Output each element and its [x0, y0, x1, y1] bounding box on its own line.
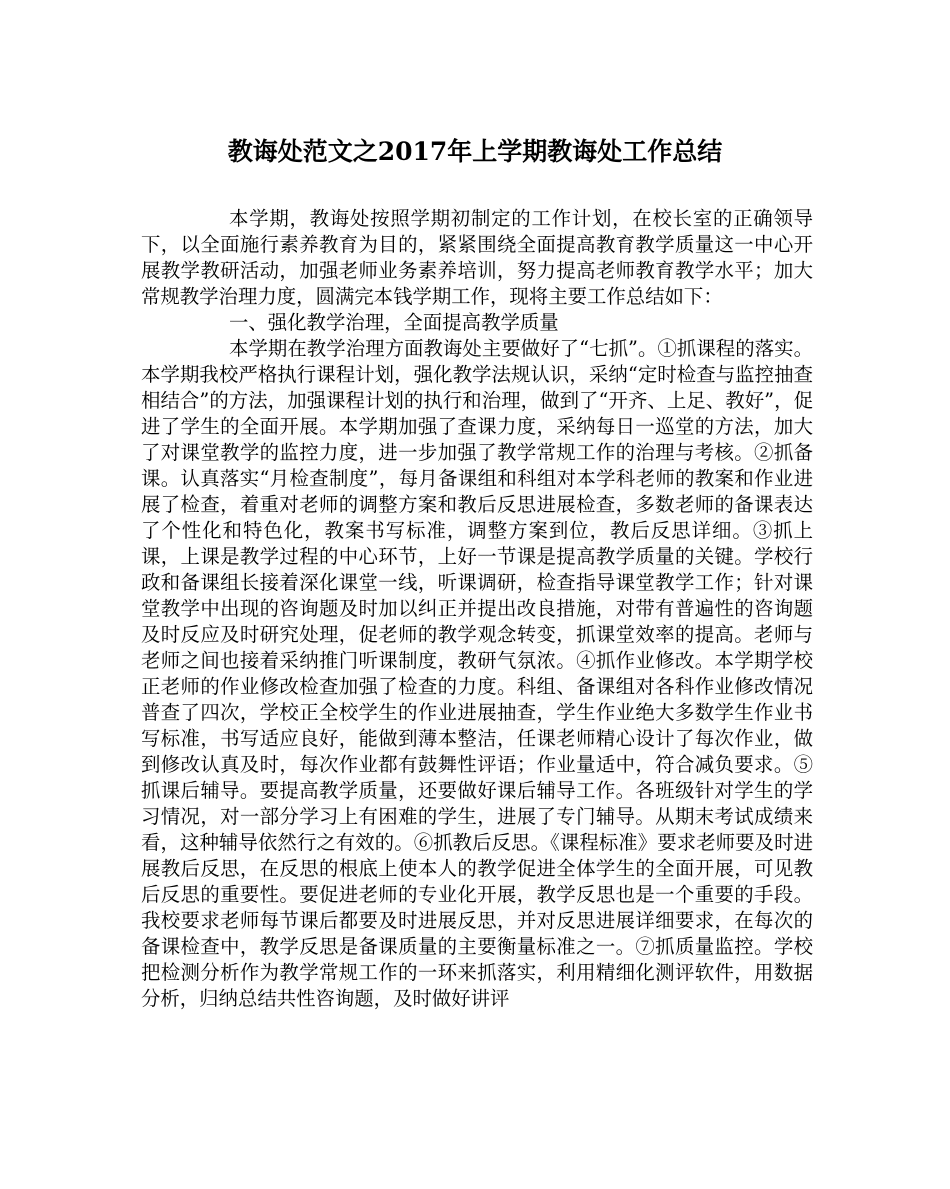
intro-paragraph: 本学期，教诲处按照学期初制定的工作计划，在校长室的正确领导下，以全面施行素养教育为目的，紧紧围绕全面提高教育教学质量这一中心开展教学教研活动，加强老师业务素养培训，努力提高老师教育教学水平；加大常规教学治理力度，圆满完本钱学期工作，现将主要工作总结如下： [141, 207, 813, 308]
document-body [141, 206, 813, 1012]
section-heading: 一、强化教学治理，全面提高教学质量 [229, 311, 559, 334]
body-paragraph: 本学期在教学治理方面教诲处主要做好了“七抓”。①抓课程的落实。本学期我校严格执行课程计划，强化教学法规认识，采纳“定时检查与监控抽查相结合”的方法，加强课程计划的执行和治理，做到了“开齐、上足、教好”，促进了学生的全面开展。本学期加强了查课力度，采纳每日一巡堂的方法，加大了对课堂教学的监控力度，进一步加强了教学常规工作的治理与考核。②抓备课。认真落实“月检查制度”，每月备课组和科组对本学科老师的教案和作业进展了检查，着重对老师的调整方案和教后反思进展检查，多数老师的备课表达了个性化和特色化，教案书写标准，调整方案到位，教后反思详细。③抓上课，上课是教学过程的中心环节，上好一节课是提高教学质量的关键。学校行政和备课组长接着深化课堂一线，听课调研，检查指导课堂教学工作；针对课堂教学中出现的咨询题及时加以纠正并提出改良措施，对带有普遍性的咨询题及时反应及时研究处理，促老师的教学观念转变，抓课堂效率的提高。老师与老师之间也接着采纳推门听课制度，教研气氛浓。④抓作业修改。本学期学校正老师的作业修改检查加强了检查的力度。科组、备课组对各科作业修改情况普查了四次，学校正全校学生的作业进展抽查，学生作业绝大多数学生作业书写标准，书写适应良好，能做到薄本整洁，任课老师精心设计了每次作业，做到修改认真及时，每次作业都有鼓舞性评语；作业量适中，符合减负要求。⑤抓课后辅导。要提高教学质量，还要做好课后辅导工作。各班级针对学生的学习情况，对一部分学习上有困难的学生，进展了专门辅导。从期末考试成绩来看，这种辅导依然行之有效的。⑥抓教后反思。《课程标准》要求老师要及时进展教后反思，在反思的根底上使本人的教学促进全体学生的全面开展，可见教后反思的重要性。要促进老师的专业化开展，教学反思也是一个重要的手段。我校要求老师每节课后都要及时进展反思，并对反思进展详细要求，在每次的备课检查中，教学反思是备课质量的主要衡量标准之一。⑦抓质量监控。学校把检测分析作为教学常规工作的一环来抓落实，利用精细化测评软件，用数据分析，归纳总结共性咨询题，及时做好讲评 [141, 337, 813, 1010]
document-title: 教诲处范文之2017年上学期教诲处工作总结 [227, 137, 723, 166]
